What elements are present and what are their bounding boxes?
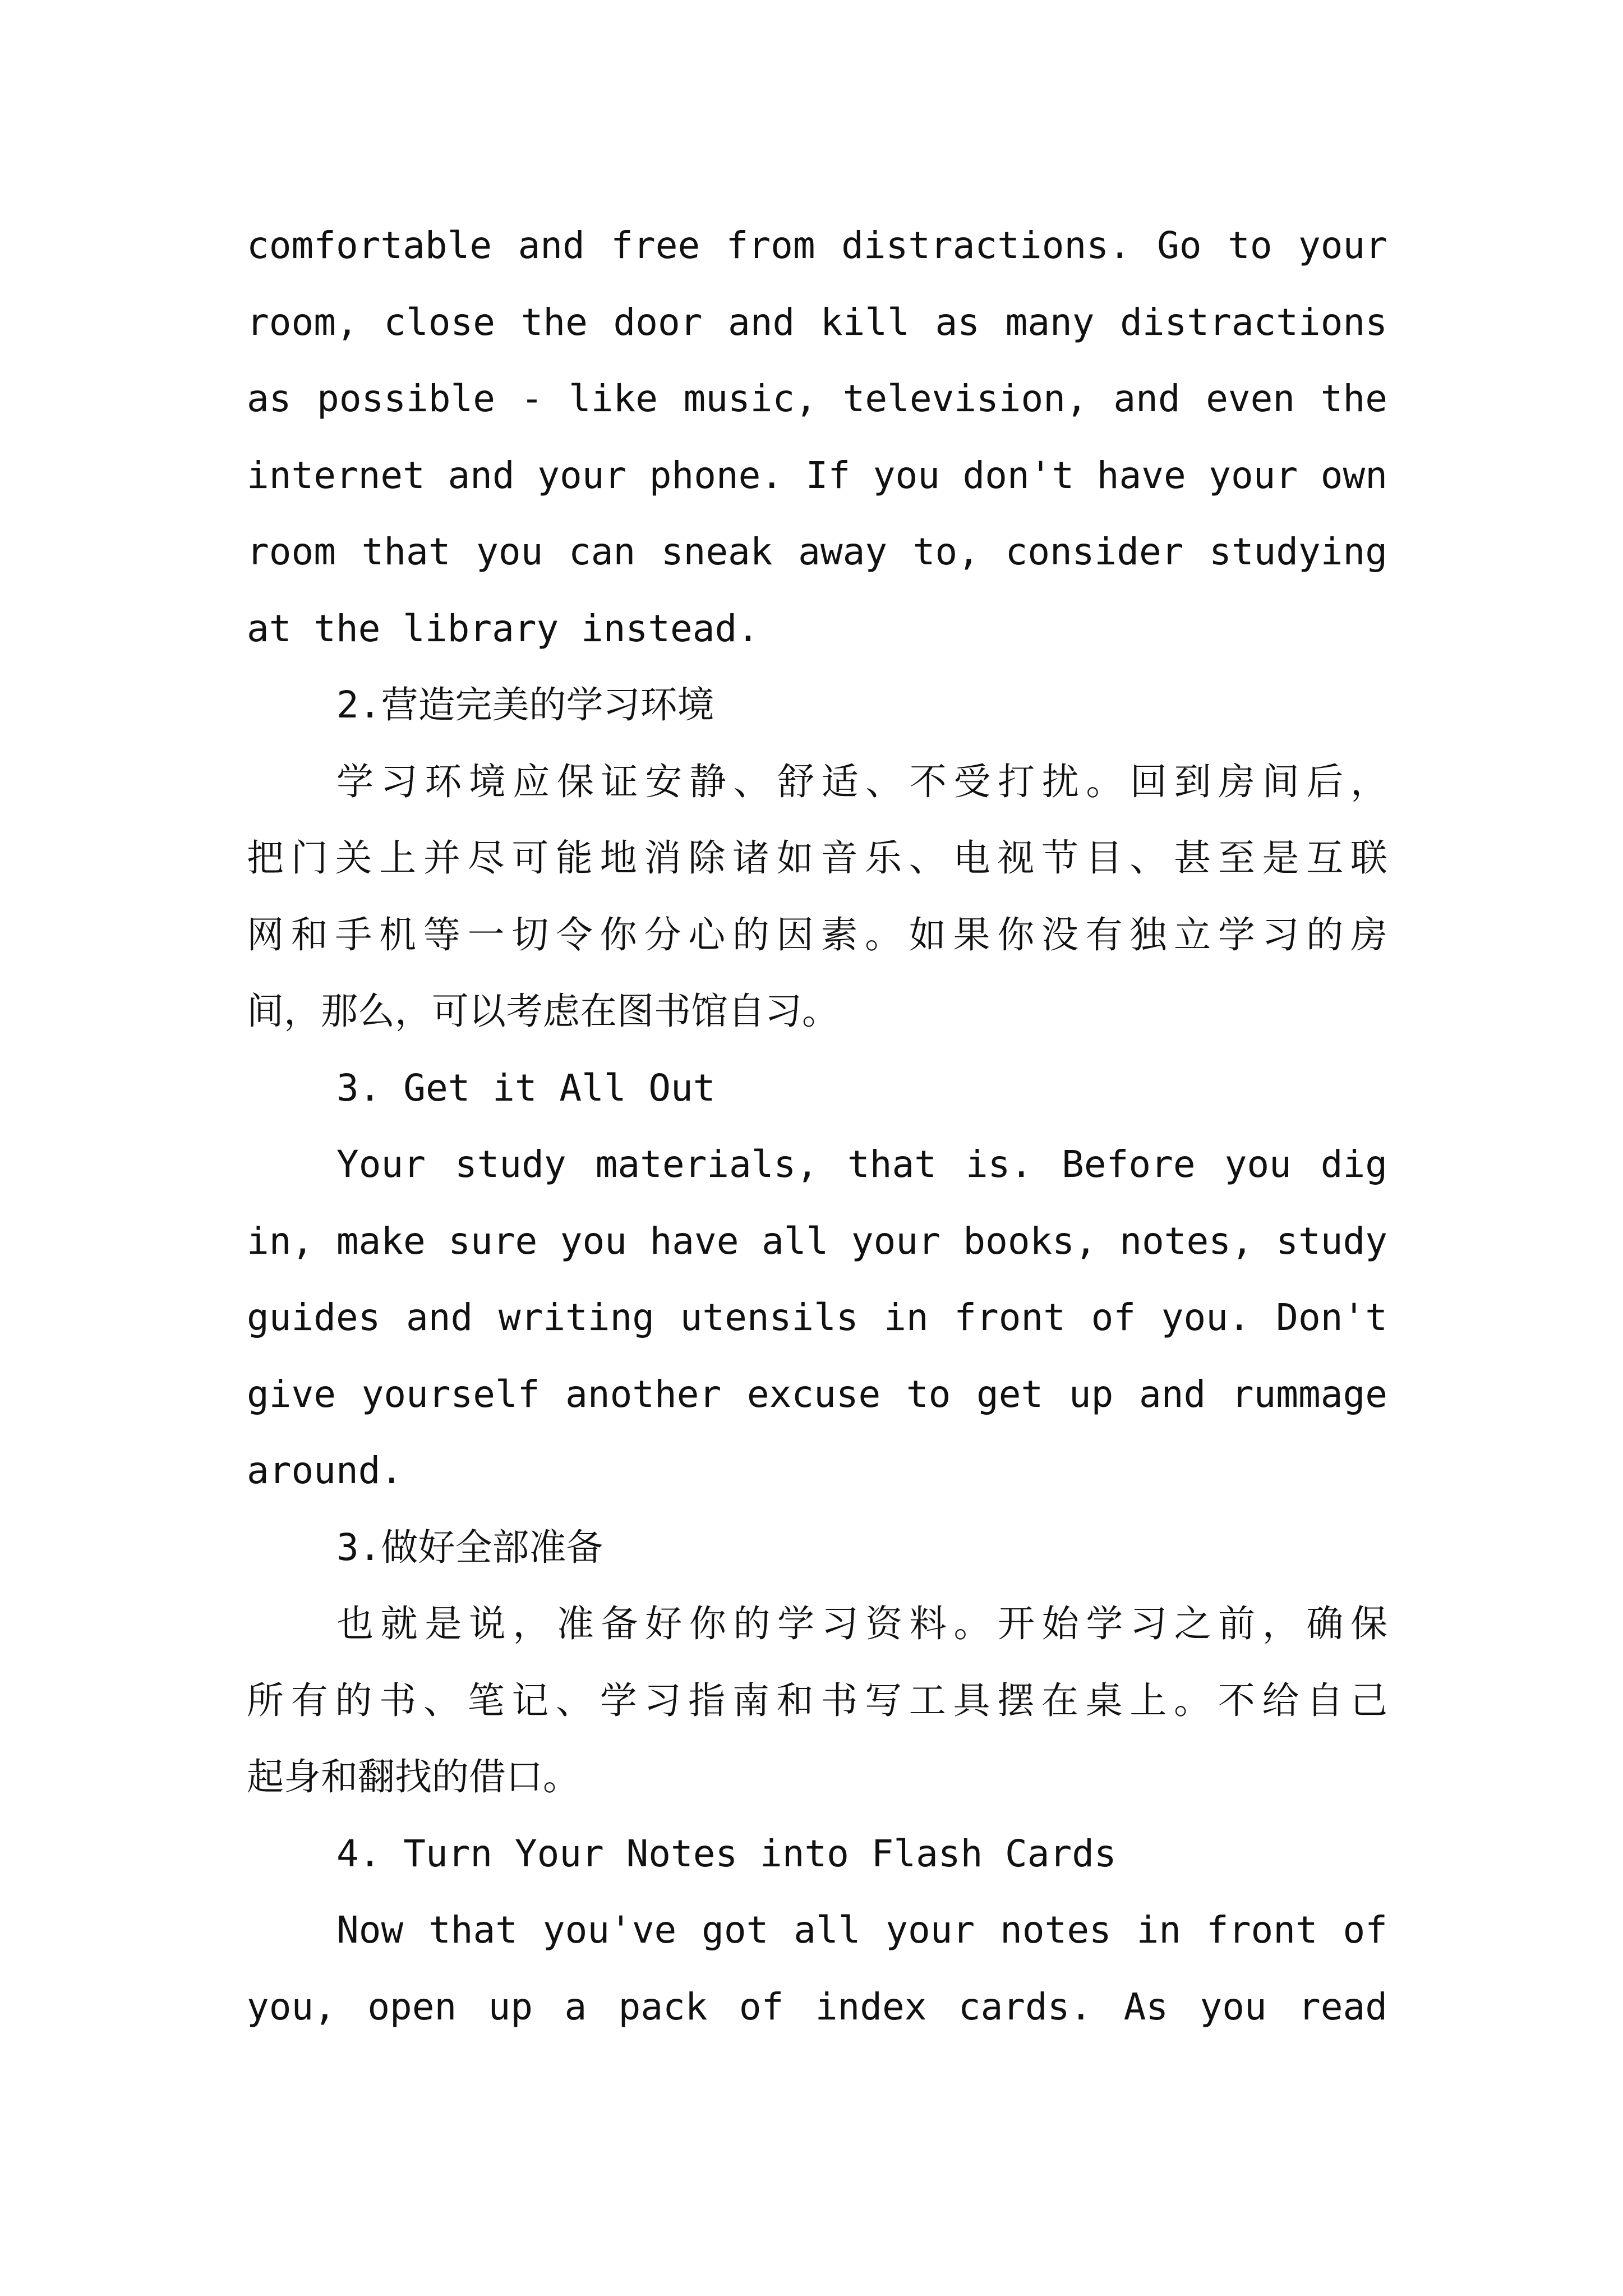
text-line: room that you can sneak away to, consider studying	[247, 530, 1387, 573]
text-line: Your study materials, that is. Before you dig	[336, 1143, 1387, 1186]
text-line: 网和手机等一切令你分心的因素。如果你没有独立学习的房	[247, 913, 1387, 956]
text-line: you, open up a pack of index cards. As you read	[247, 1985, 1387, 2028]
text-line: Now that you've got all your notes in front of	[336, 1908, 1387, 1952]
text-line: guides and writing utensils in front of you. Don't	[247, 1296, 1387, 1339]
heading-study-environment-cn: 2.营造完美的学习环境	[336, 683, 714, 726]
text-line: in, make sure you have all your books, notes, study	[247, 1219, 1387, 1263]
heading-preparation-cn: 3.做好全部准备	[336, 1525, 603, 1569]
text-line: 学习环境应保证安静、舒适、不受打扰。回到房间后，	[336, 760, 1387, 803]
text-line: give yourself another excuse to get up and rummage	[247, 1372, 1387, 1416]
text-line: as possible - like music, television, and even the	[247, 377, 1387, 420]
text-line: internet and your phone. If you don't have your own	[247, 453, 1387, 497]
text-line: comfortable and free from distractions. Go to your	[247, 224, 1387, 267]
paragraph-distractions-en	[247, 208, 1387, 667]
paragraph-flash-cards-en	[247, 1892, 1387, 2045]
text-line: around.	[247, 1449, 403, 1492]
heading-get-it-all-out-en: 3. Get it All Out	[336, 1066, 716, 1110]
text-line: 所有的书、笔记、学习指南和书写工具摆在桌上。不给自己	[247, 1678, 1387, 1722]
text-line: 也就是说，准备好你的学习资料。开始学习之前，确保	[336, 1602, 1387, 1645]
text-line: at the library instead.	[247, 606, 759, 650]
paragraph-study-materials-cn	[247, 1586, 1387, 1816]
text-line: room, close the door and kill as many distractions	[247, 300, 1387, 344]
text-line: 间，那么，可以考虑在图书馆自习。	[247, 990, 839, 1033]
text-line: 起身和翻找的借口。	[247, 1755, 580, 1798]
heading-flash-cards-en: 4. Turn Your Notes into Flash Cards	[336, 1832, 1117, 1875]
text-line: 把门关上并尽可能地消除诸如音乐、电视节目、甚至是互联	[247, 836, 1387, 880]
document-body	[247, 208, 1387, 2045]
paragraph-study-environment-cn	[247, 744, 1387, 1050]
paragraph-study-materials-en	[247, 1126, 1387, 1510]
